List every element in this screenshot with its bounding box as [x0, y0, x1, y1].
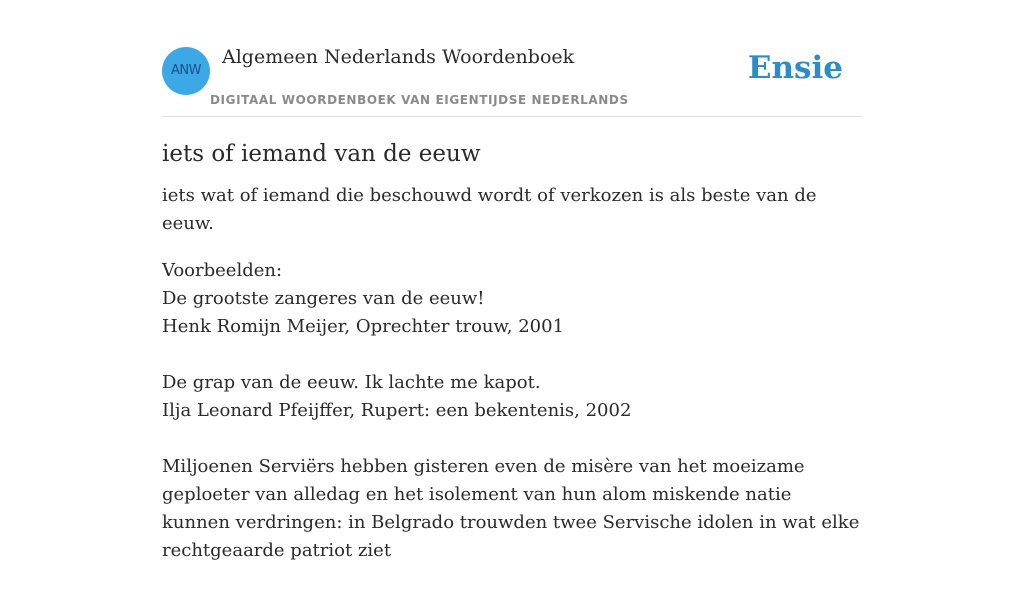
example-text: De grootste zangeres van de eeuw! — [162, 288, 485, 309]
example-text: De grap van de eeuw. Ik lachte me kapot. — [162, 372, 541, 393]
site-header — [162, 44, 862, 117]
examples-label: Voorbeelden: — [162, 260, 283, 281]
ensie-brand-logo[interactable]: Ensie — [747, 50, 843, 86]
example-source: Henk Romijn Meijer, Oprechter trouw, 2001 — [162, 316, 565, 337]
site-subtitle: DIGITAAL WOORDENBOEK VAN EIGENTIJDSE NEDERLANDS — [210, 93, 629, 107]
example-item — [162, 369, 862, 425]
entry-term: iets of iemand van de eeuw — [162, 141, 481, 167]
example-text: Miljoenen Serviërs hebben gisteren even de misère van het moeizame geploeter van alledag en het isolement van hun alom miskende natie kunnen verdringen: in Belgrado trouwden twee Servische idolen in wat elke rechtgeaarde patriot ziet — [162, 456, 860, 561]
anw-logo[interactable]: ANW — [162, 47, 210, 95]
site-title[interactable]: Algemeen Nederlands Woordenboek — [222, 46, 575, 68]
example-source: Ilja Leonard Pfeijffer, Rupert: een bekentenis, 2002 — [162, 400, 632, 421]
example-item — [162, 285, 862, 341]
entry-definition: iets wat of iemand die beschouwd wordt of verkozen is als beste van de eeuw. — [162, 185, 817, 234]
entry-content — [162, 137, 862, 593]
example-item — [162, 453, 862, 565]
